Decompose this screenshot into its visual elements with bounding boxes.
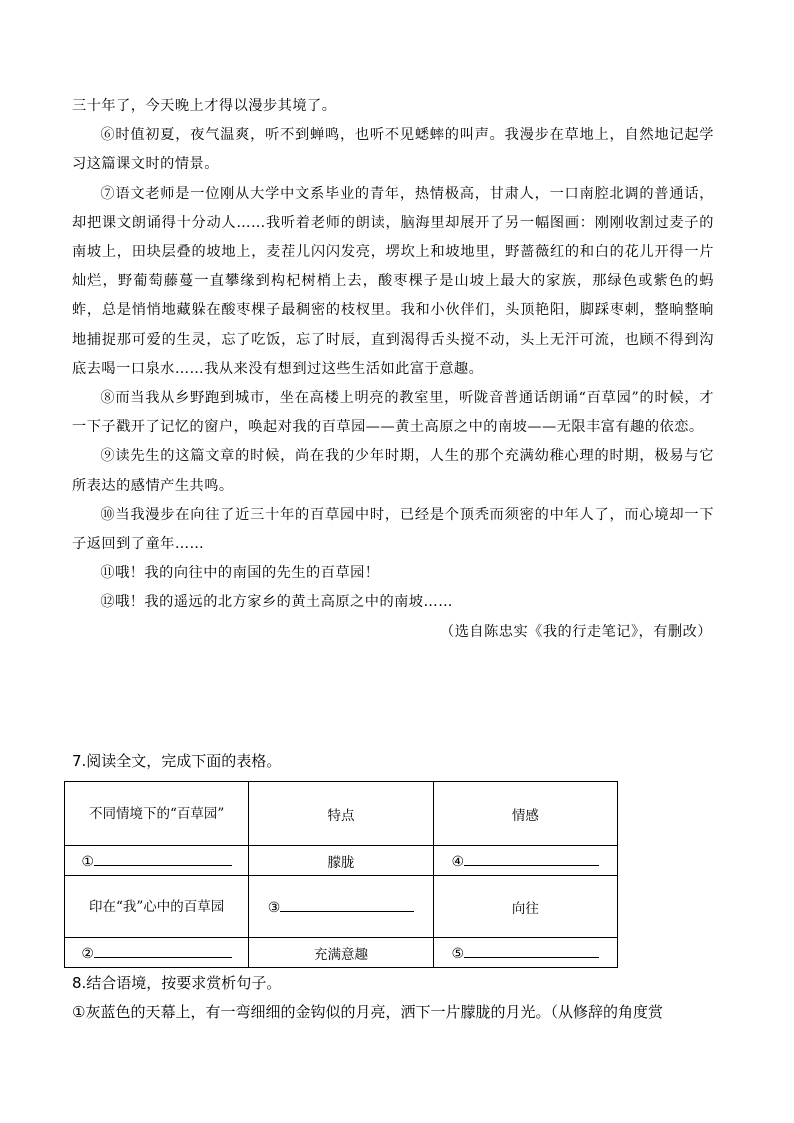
table-cell[interactable] <box>433 846 617 876</box>
reading-passage <box>72 92 714 647</box>
table-cell: 向往 <box>433 876 617 938</box>
passage-paragraph-10: ⑩当我漫步在向往了近三十年的百草园中时，已经是个顶秃而须密的中年人了，而心境却一下子返回到了童年…… <box>72 506 714 553</box>
question-7-title: 7.阅读全文，完成下面的表格。 <box>72 752 282 770</box>
passage-paragraph-7: ⑦语文老师是一位刚从大学中文系毕业的青年，热情极高，甘肃人，一口南腔北调的普通话，却把课文朗诵得十分动人……我听着老师的朗读，脑海里却展开了另一幅图画：刚刚收割过麦子的南坡上，田块层叠的坡地上，麦茬儿闪闪发亮，塄坎上和坡地里，野蔷薇红的和白的花儿开得一片灿烂，野葡萄藤蔓一直攀缘到构杞树梢上去，酸枣棵子是山坡上最大的家族，那绿色或紫色的蚂蚱，总是悄悄地藏躲在酸枣棵子最稠密的枝杈里。我和小伙伴们，头顶艳阳，脚踩枣刺，整晌整晌地捕捉那可爱的生灵，忘了吃饭，忘了时辰，直到渴得舌头搅不动，头上无汗可流，也顾不得到沟底去喝一口泉水……我从来没有想到过这些生活如此富于意趣。 <box>72 185 714 377</box>
table-cell[interactable] <box>249 876 433 938</box>
table-header-cell: 情感 <box>433 782 617 846</box>
passage-paragraph-6: ⑥时值初夏，夜气温爽，听不到蝉鸣，也听不见蟋蟀的叫声。我漫步在草地上，自然地记起学习这篇课文时的情景。 <box>72 127 714 173</box>
table-cell: 印在“我”心中的百草园 <box>65 876 249 938</box>
answer-blank[interactable] <box>94 943 232 958</box>
question-8-item-1: ①灰蓝色的天幕上，有一弯细细的金钩似的月亮，洒下一片朦胧的月光。（从修辞的角度赏 <box>72 1003 663 1021</box>
answer-blank[interactable] <box>94 851 232 866</box>
table-header-cell: 特点 <box>249 782 433 846</box>
table-cell: 朦胧 <box>249 846 433 876</box>
answer-blank[interactable] <box>464 943 599 958</box>
passage-paragraph-11: ⑪哦！我的向往中的南国的先生的百草园！ <box>100 565 380 582</box>
table-cell[interactable] <box>65 846 249 876</box>
table-row <box>65 938 618 968</box>
table-cell[interactable] <box>65 938 249 968</box>
answer-blank[interactable] <box>464 851 599 866</box>
answer-blank[interactable] <box>280 897 414 912</box>
passage-paragraph-12: ⑫哦！我的遥远的北方家乡的黄土高原之中的南坡…… <box>100 594 453 611</box>
table-header-row <box>65 782 618 846</box>
table-cell: 充满意趣 <box>249 938 433 968</box>
passage-source: （选自陈忠实《我的行走笔记》，有删改） <box>440 623 712 640</box>
passage-paragraph-9: ⑨读先生的这篇文章的时候，尚在我的少年时期，人生的那个充满幼稚心理的时期，极易与它所表达的感情产生共鸣。 <box>72 448 714 494</box>
question-7-table <box>64 781 618 968</box>
passage-paragraph: 三十年了，今天晚上才得以漫步其境了。 <box>72 98 337 114</box>
table-cell[interactable] <box>433 938 617 968</box>
table-row <box>65 876 618 938</box>
blank-marker: ⑤ <box>451 946 465 962</box>
blank-marker: ④ <box>451 854 465 870</box>
blank-marker: ① <box>81 854 94 870</box>
table-header-cell: 不同情境下的“百草园” <box>65 782 249 846</box>
table-row <box>65 846 618 876</box>
question-8-title: 8.结合语境，按要求赏析句子。 <box>72 974 282 992</box>
passage-paragraph-8: ⑧而当我从乡野跑到城市，坐在高楼上明亮的教室里，听陇音普通话朗诵“百草园”的时候，才一下子戳开了记忆的窗户，唤起对我的百草园——黄土高原之中的南坡——无限丰富有趣的依恋。 <box>72 390 714 436</box>
blank-marker: ③ <box>267 900 281 916</box>
blank-marker: ② <box>81 946 94 962</box>
